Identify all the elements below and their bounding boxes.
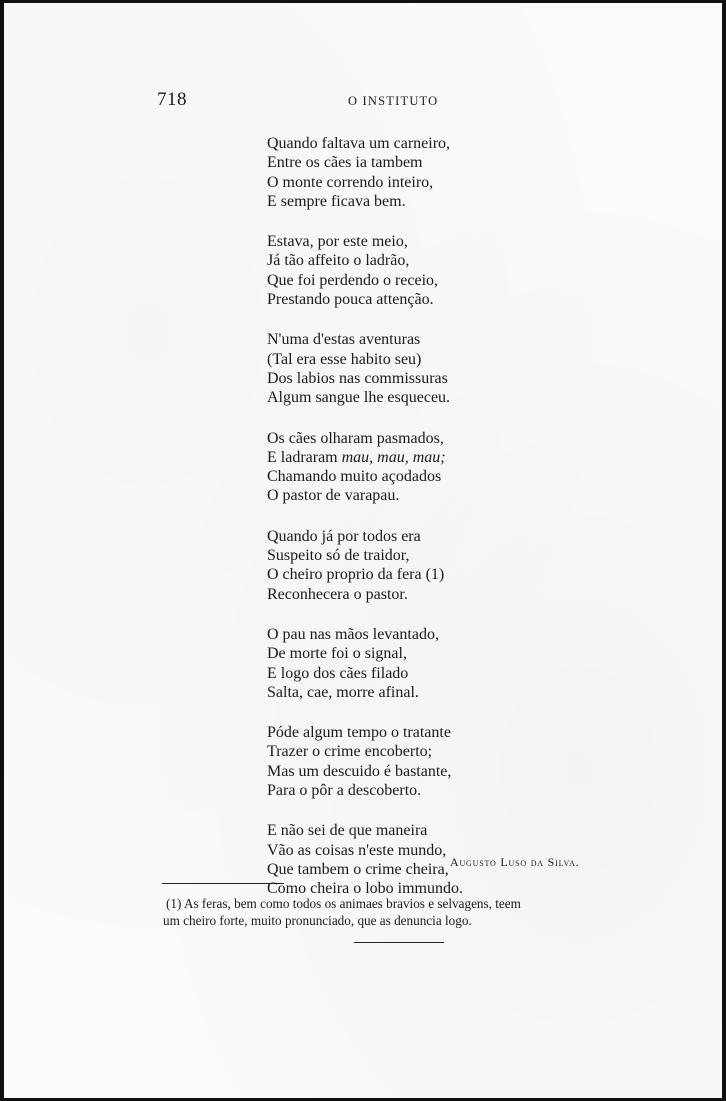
poem-line: Algum sangue lhe esqueceu. [267,389,451,407]
stanza-7 [267,723,547,800]
poem-line: O pau nas mãos levantado, [267,625,439,643]
poem-line: Reconhecera o pastor. [267,585,408,603]
poem-line: E sempre ficava bem. [267,192,406,210]
poem-line: O monte correndo inteiro, [267,173,434,191]
running-title: O INSTITUTO [348,94,439,108]
poem-line: (Tal era esse habito seu) [267,350,422,368]
poem-line: Póde algum tempo o tratante [267,724,451,742]
poem-line: Salta, cae, morre afinal. [267,683,419,701]
poem-line: N'uma d'estas aventuras [267,331,421,349]
poem-line: Suspeito só de traidor, [267,547,410,565]
italic-barking: mau, mau, mau; [341,448,446,466]
poem-line: Os cães olharam pasmados, [267,429,444,447]
stanza-1 [267,134,547,211]
stanza-6 [267,625,547,702]
footnote-line-2: um cheiro forte, muito pronunciado, que as denuncia logo. [163,912,472,928]
poem-line: E logo dos cães filado [267,664,409,682]
poem-line: Vão as coisas n'este mundo, [267,841,447,859]
poem-line: Prestando pouca attenção. [267,291,434,309]
poem-line: Quando já por todos era [267,527,421,545]
poem-line: O pastor de varapau. [267,487,400,505]
poem [267,134,547,920]
poem-line: Quando faltava um carneiro, [267,135,451,152]
stanza-3 [267,330,547,407]
stanza-4 [267,429,547,506]
poem-line: Chamando muito açodados [267,468,442,486]
poem-line: Que foi perdendo o receio, [267,271,439,289]
stanza-5 [267,527,547,604]
poem-line: Mas um descuido é bastante, [267,762,452,780]
poem-line: E não sei de que maneira [267,822,428,840]
footnote-line-1: (1) As feras, bem como todos os animaes bravios e selvagens, teem [166,896,521,911]
poem-line: Já tão affeito o ladrão, [267,252,410,270]
poem-line-text: E ladraram [267,448,342,466]
poem-line: Para o pôr a descoberto. [267,782,422,800]
page-number: 718 [157,89,187,110]
poem-line: Estava, por este meio, [267,233,408,251]
poem-line: Trazer o crime encoberto; [267,743,433,761]
author-signature: Augusto Luso da Silva. [450,855,580,869]
footnote-rule [162,883,284,884]
stanza-2 [267,232,547,309]
poem-line: O cheiro proprio da fera (1) [267,566,445,584]
footnote [163,896,646,929]
poem-line-with-italic [267,448,547,467]
poem-line: Que tambem o crime cheira, [267,860,449,878]
end-rule [354,942,444,943]
poem-line: Entre os cães ia tambem [267,154,423,172]
poem-line: Dos labios nas commissuras [267,369,448,387]
poem-line: Como cheira o lobo immundo. [267,880,463,898]
poem-line: De morte foi o signal, [267,645,407,663]
